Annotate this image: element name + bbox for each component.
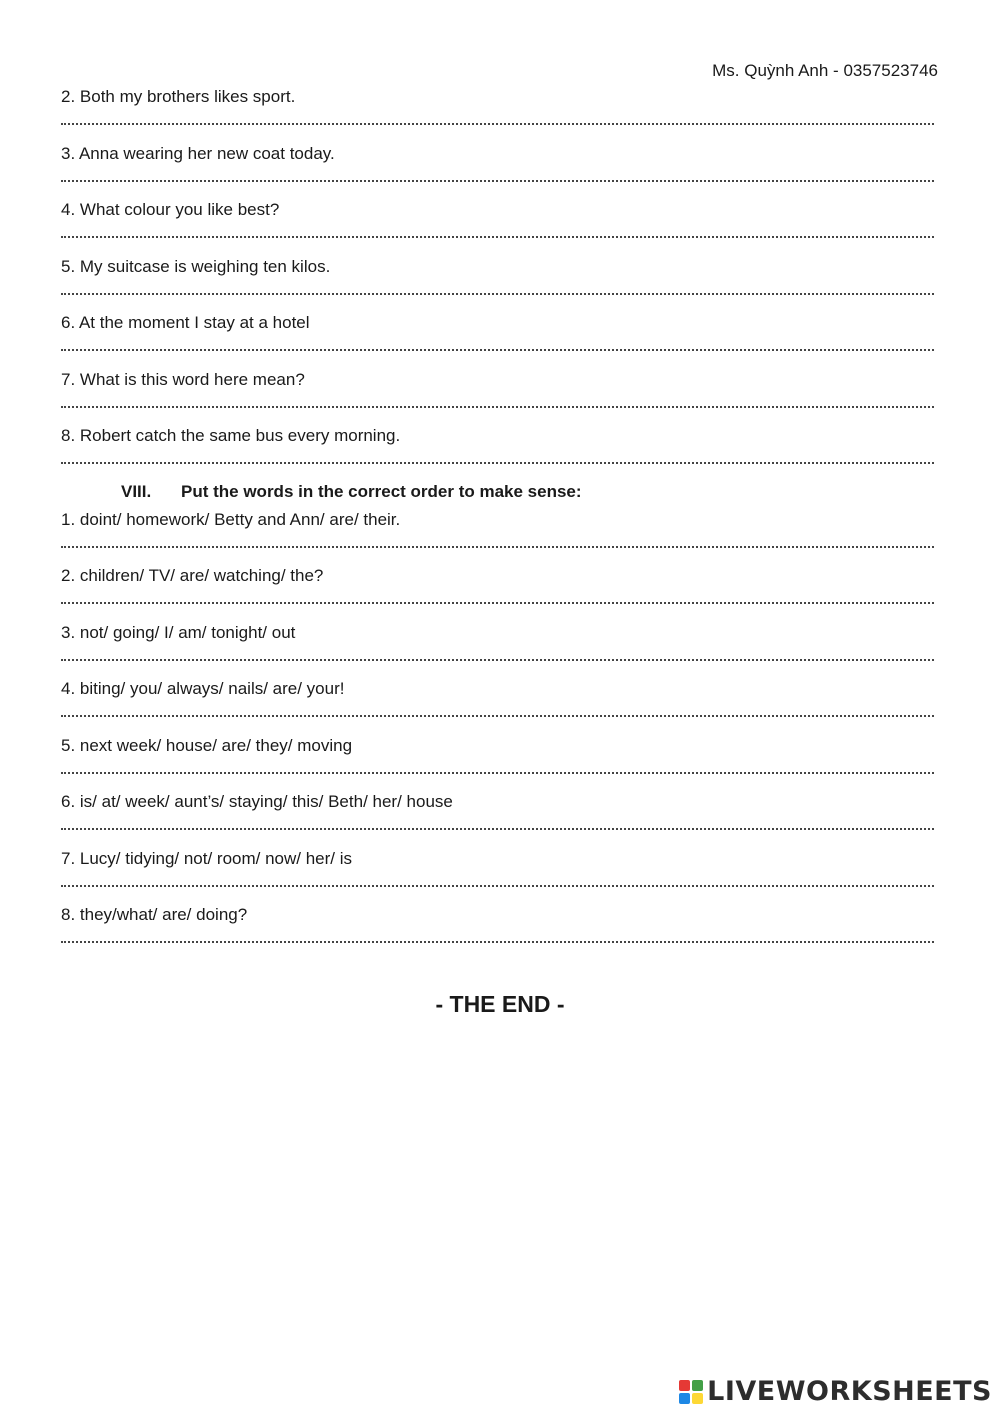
- exercise-item: [61, 621, 934, 678]
- exercise-item: [61, 424, 934, 481]
- question-text: 3. not/ going/ I/ am/ tonight/ out: [61, 622, 296, 642]
- exercise-item: [61, 564, 934, 621]
- question-text: 2. Both my brothers likes sport.: [61, 87, 296, 106]
- section-heading: [61, 480, 934, 508]
- question-text: 5. My suitcase is weighing ten kilos.: [61, 256, 331, 276]
- answer-line[interactable]: [61, 293, 934, 295]
- answer-line[interactable]: [61, 546, 934, 548]
- question-text: 7. What is this word here mean?: [61, 369, 305, 389]
- logo-tile-blue: [679, 1393, 690, 1404]
- liveworksheets-icon: [679, 1380, 703, 1404]
- question-text: 6. is/ at/ week/ aunt’s/ staying/ this/ Beth/ her/ house: [61, 792, 453, 811]
- answer-line[interactable]: [61, 236, 934, 238]
- exercise-item: [61, 790, 934, 847]
- worksheet: [61, 85, 934, 960]
- question-text: 8. Robert catch the same bus every morning.: [61, 426, 401, 445]
- section-viii: [61, 508, 934, 960]
- question-text: 7. Lucy/ tidying/ not/ room/ now/ her/ is: [61, 848, 353, 868]
- logo-tile-yellow: [692, 1393, 703, 1404]
- brand-name: LIVEWORKSHEETS: [707, 1376, 992, 1407]
- exercise-item: [61, 85, 934, 142]
- exercise-item: [61, 311, 934, 368]
- exercise-item: [61, 255, 934, 312]
- question-text: 2. children/ TV/ are/ watching/ the?: [61, 566, 324, 585]
- answer-line[interactable]: [61, 123, 934, 125]
- answer-line[interactable]: [61, 180, 934, 182]
- question-text: 8. they/what/ are/ doing?: [61, 905, 248, 924]
- answer-line[interactable]: [61, 349, 934, 351]
- answer-line[interactable]: [61, 715, 934, 717]
- section-title: Put the words in the correct order to make sense:: [181, 481, 582, 501]
- exercise-item: [61, 142, 934, 199]
- question-text: 6. At the moment I stay at a hotel: [61, 313, 310, 332]
- exercise-item: [61, 508, 934, 565]
- exercise-item: [61, 677, 934, 734]
- exercise-item: [61, 734, 934, 791]
- the-end-heading: - THE END -: [435, 991, 565, 1017]
- question-text: 3. Anna wearing her new coat today.: [61, 143, 335, 163]
- question-text: 1. doint/ homework/ Betty and Ann/ are/ their.: [61, 509, 401, 529]
- answer-line[interactable]: [61, 462, 934, 464]
- answer-line[interactable]: [61, 941, 934, 943]
- question-text: 5. next week/ house/ are/ they/ moving: [61, 735, 353, 755]
- question-text: 4. biting/ you/ always/ nails/ are/ your!: [61, 679, 345, 698]
- logo-tile-red: [679, 1380, 690, 1391]
- section-number: VIII.: [121, 481, 152, 501]
- section-vii: [61, 85, 934, 481]
- answer-line[interactable]: [61, 659, 934, 661]
- logo-tile-green: [692, 1380, 703, 1391]
- exercise-item: [61, 903, 934, 960]
- exercise-item: [61, 198, 934, 255]
- liveworksheets-logo[interactable]: [679, 1376, 992, 1407]
- exercise-item: [61, 368, 934, 425]
- teacher-credit: Ms. Quỳnh Anh - 0357523746: [712, 61, 938, 80]
- answer-line[interactable]: [61, 602, 934, 604]
- answer-line[interactable]: [61, 406, 934, 408]
- exercise-item: [61, 847, 934, 904]
- answer-line[interactable]: [61, 772, 934, 774]
- answer-line[interactable]: [61, 828, 934, 830]
- answer-line[interactable]: [61, 885, 934, 887]
- question-text: 4. What colour you like best?: [61, 200, 280, 219]
